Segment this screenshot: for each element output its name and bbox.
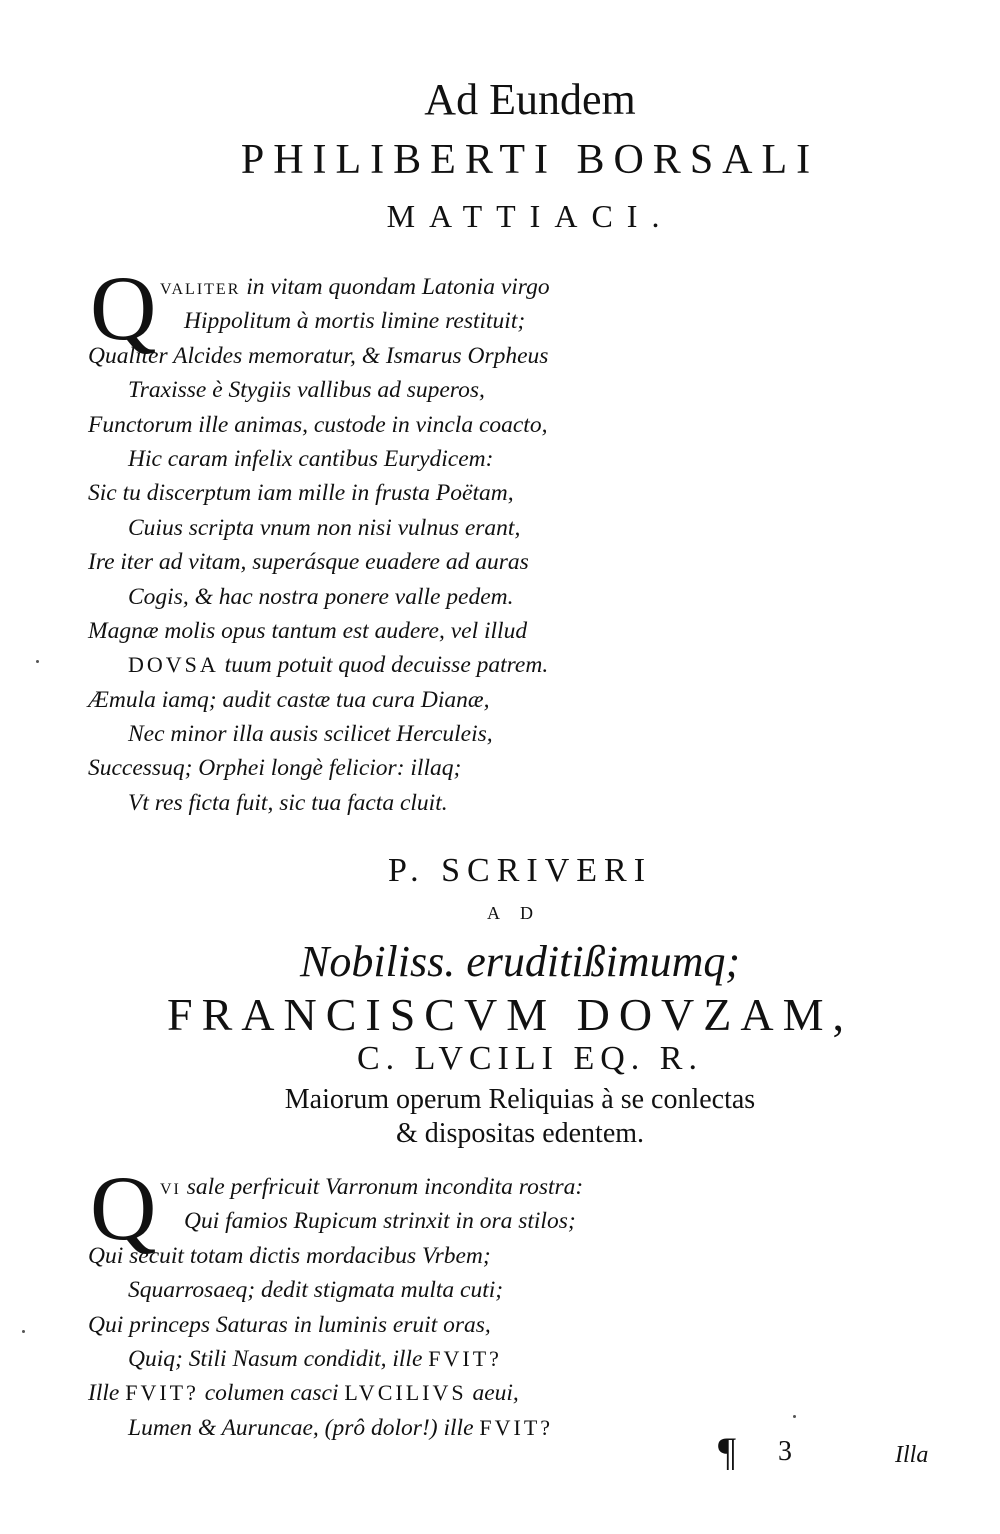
heading-dispositas: & dispositas edentem.: [395, 1118, 645, 1149]
poem-line: Ire iter ad vitam, superásque euadere ad auras: [88, 549, 529, 576]
catchword: Illa: [895, 1442, 929, 1468]
heading-nobiliss: Nobiliss. eruditißimumq;: [299, 937, 741, 986]
drop-cap-initial: Q: [90, 257, 157, 359]
poem-line: Squarrosaeq; dedit stigmata multa cuti;: [128, 1277, 504, 1304]
poem-line: Cuius scripta vnum non nisi vulnus erant,: [128, 514, 521, 541]
poem-line: VALITER in vitam quondam Latonia virgo: [160, 274, 550, 300]
heading-lucili: C. LVCILI EQ. R.: [357, 1040, 703, 1077]
poem-line: Cogis, & hac nostra ponere valle pedem.: [128, 583, 514, 610]
signature-number: 3: [778, 1436, 792, 1467]
poem-line: Lumen & Auruncae, (prô dolor!) ille FVIT?: [128, 1414, 554, 1441]
poem-line: Qui secuit totam dictis mordacibus Vrbem;: [88, 1242, 491, 1269]
poem-line: Sic tu discerptum iam mille in frusta Poëtam,: [88, 480, 514, 507]
poem-line: Ille FVIT? columen casci LVCILIVS aeui,: [88, 1380, 519, 1407]
first-word-caps: VI: [160, 1181, 181, 1198]
poem-line: DOVSA tuum potuit quod decuisse patrem.: [128, 652, 549, 679]
heading-ad-eundem: Ad Eundem: [424, 75, 636, 124]
poem-2: [88, 1170, 583, 1445]
poem-line: VI sale perfricuit Varronum incondita rostra:: [160, 1174, 584, 1200]
poem-line: Qui princeps Saturas in luminis eruit oras,: [88, 1311, 491, 1338]
word-fuit: FVIT?: [125, 1380, 199, 1406]
scan-speck: [793, 1415, 796, 1418]
poem-line: Hippolitum à mortis limine restituit;: [184, 308, 526, 335]
poem-line: Vt res ficta fuit, sic tua facta cluit.: [128, 789, 448, 816]
poem-line: Qui famios Rupicum strinxit in ora stilos;: [184, 1208, 576, 1235]
word-fuit: FVIT?: [428, 1345, 502, 1371]
heading-maiorum: Maiorum operum Reliquias à se conlectas: [284, 1084, 756, 1115]
poem-line: Æmula iamq; audit castæ tua cura Dianæ,: [88, 686, 490, 713]
drop-cap-initial: Q: [90, 1157, 157, 1259]
heading-franciscum: FRANCISCVM DOVZAM,: [167, 989, 853, 1040]
poem-line: Traxisse è Stygiis vallibus ad superos,: [128, 377, 485, 404]
poem-line: Quiq; Stili Nasum condidit, ille FVIT?: [128, 1345, 502, 1372]
scan-speck: [22, 1330, 25, 1333]
heading-author-name: PHILIBERTI BORSALI: [240, 137, 820, 183]
scan-speck: [36, 660, 39, 663]
poem-line: Functorum ille animas, custode in vincla coacto,: [88, 411, 548, 438]
word-fuit: FVIT?: [479, 1414, 554, 1440]
poem-1: [88, 270, 550, 820]
first-word-caps: VALITER: [160, 281, 241, 298]
poem-line: Hic caram infelix cantibus Eurydicem:: [128, 445, 494, 472]
heading-scriveri: P. SCRIVERI: [387, 852, 653, 889]
poem-line: Successuq; Orphei longè felicior: illaq;: [88, 755, 462, 782]
name-dousa: DOVSA: [128, 652, 219, 678]
poem-line: Nec minor illa ausis scilicet Herculeis,: [128, 721, 493, 748]
heading-author-surname: MATTIACI.: [386, 198, 674, 234]
poem-line: Qualiter Alcides memoratur, & Ismarus Orpheus: [88, 342, 549, 369]
poem-line: Magnæ molis opus tantum est audere, vel illud: [88, 617, 528, 644]
heading-ad: AD: [487, 903, 553, 923]
signature-mark: ¶: [718, 1429, 737, 1474]
name-lucilius: LVCILIVS: [344, 1380, 467, 1406]
